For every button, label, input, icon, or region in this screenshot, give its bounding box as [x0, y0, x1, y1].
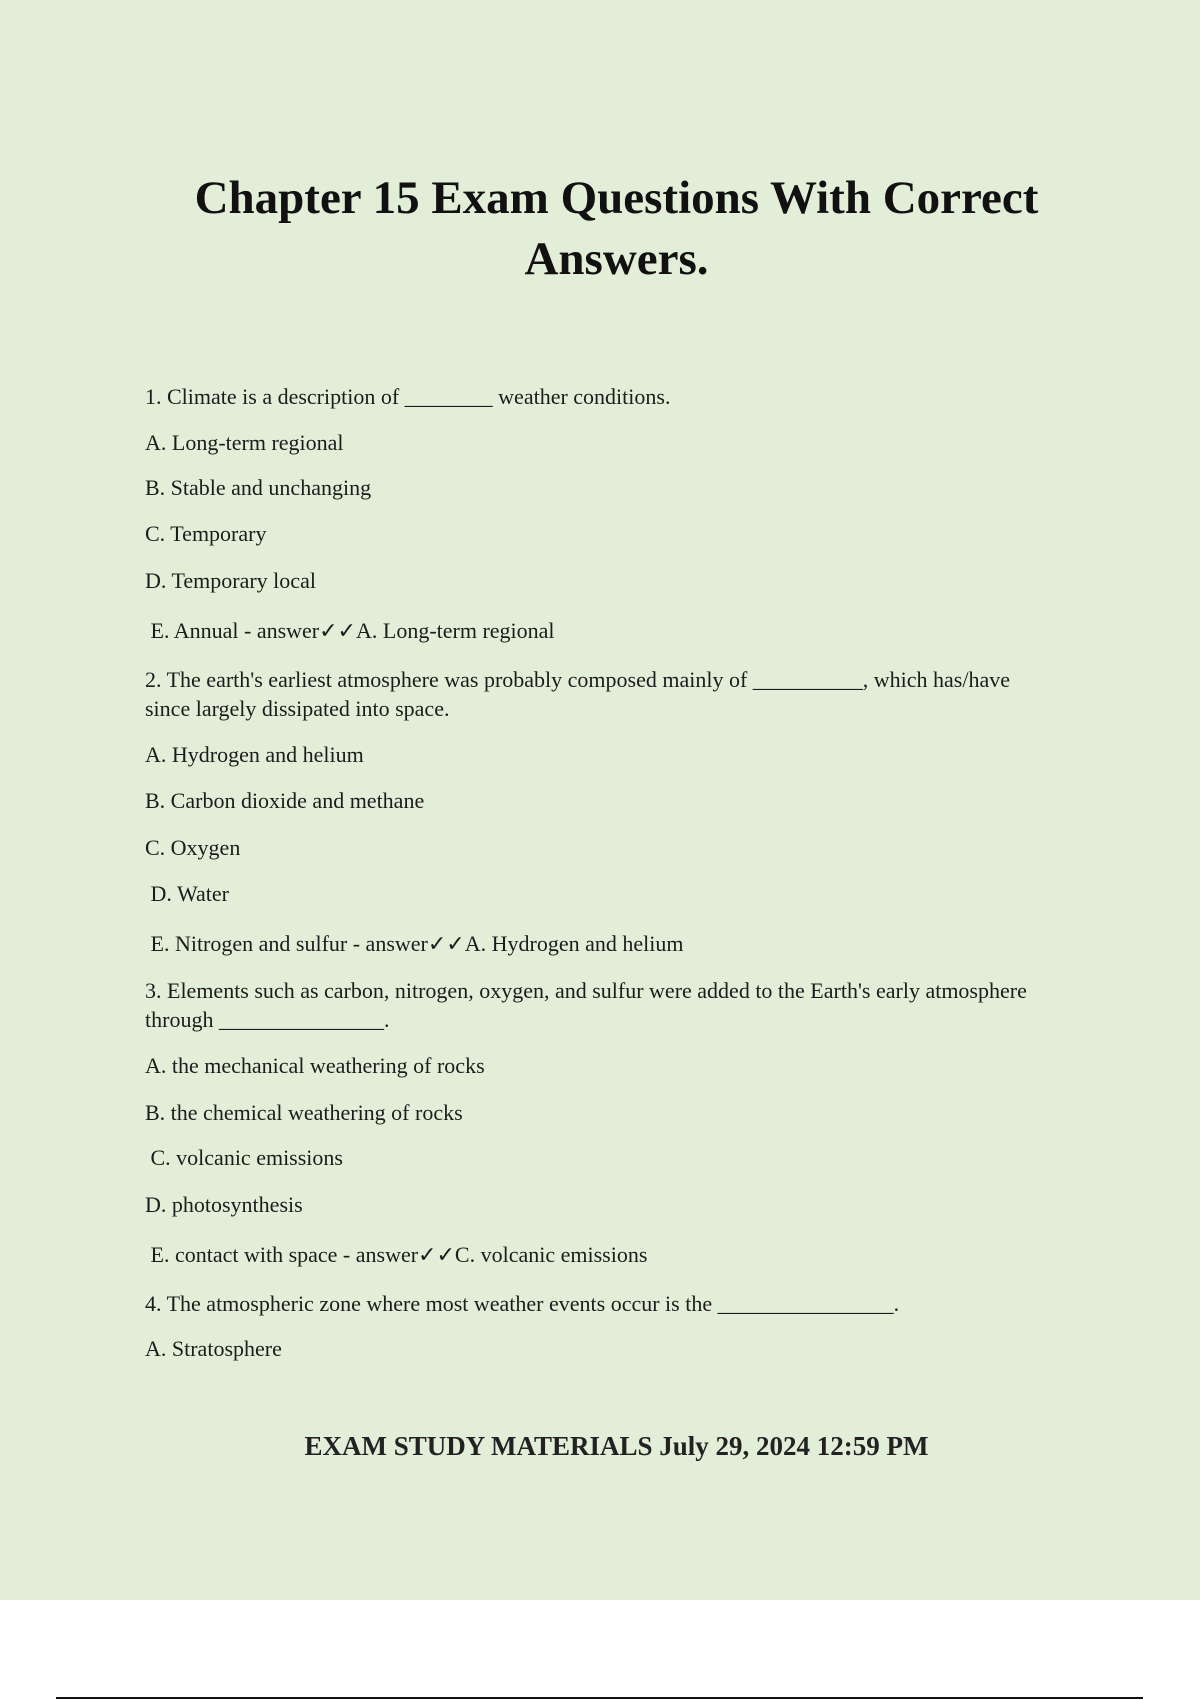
q1-option-e-answer: E. Annual - answer✓✓A. Long-term regional: [145, 618, 555, 643]
q3-option-a: A. the mechanical weathering of rocks: [145, 1053, 485, 1078]
q1-option-b: B. Stable and unchanging: [145, 475, 372, 500]
q2-option-a: A. Hydrogen and helium: [145, 742, 364, 767]
page-divider: [56, 1697, 1143, 1699]
question-4: 4. The atmospheric zone where most weather events occur is the ________________.: [145, 1291, 900, 1316]
question-1: 1. Climate is a description of ________ weather conditions.: [145, 384, 671, 409]
q2-option-d: D. Water: [145, 881, 229, 906]
document-title: Chapter 15 Exam Questions With Correct Answers.: [194, 172, 1039, 285]
q1-option-d: D. Temporary local: [145, 568, 316, 593]
q3-option-d: D. photosynthesis: [145, 1192, 303, 1217]
q3-option-c: C. volcanic emissions: [145, 1145, 343, 1170]
question-2: 2. The earth's earliest atmosphere was probably composed mainly of __________, which has/have since largely dissipated into space.: [145, 667, 1011, 721]
q2-option-e-answer: E. Nitrogen and sulfur - answer✓✓A. Hydrogen and helium: [145, 931, 684, 956]
q2-option-b: B. Carbon dioxide and methane: [145, 788, 425, 813]
footer-label: EXAM STUDY MATERIALS July 29, 2024 12:59 PM: [304, 1431, 929, 1461]
q3-option-e-answer: E. contact with space - answer✓✓C. volcanic emissions: [145, 1242, 648, 1267]
q1-option-a: A. Long-term regional: [145, 430, 344, 455]
q4-option-a: A. Stratosphere: [145, 1336, 282, 1361]
q1-option-c: C. Temporary: [145, 521, 267, 546]
q2-option-c: C. Oxygen: [145, 835, 241, 860]
question-3: 3. Elements such as carbon, nitrogen, oxygen, and sulfur were added to the Earth's early atmosphere through _______________.: [145, 978, 1027, 1032]
q3-option-b: B. the chemical weathering of rocks: [145, 1100, 463, 1125]
